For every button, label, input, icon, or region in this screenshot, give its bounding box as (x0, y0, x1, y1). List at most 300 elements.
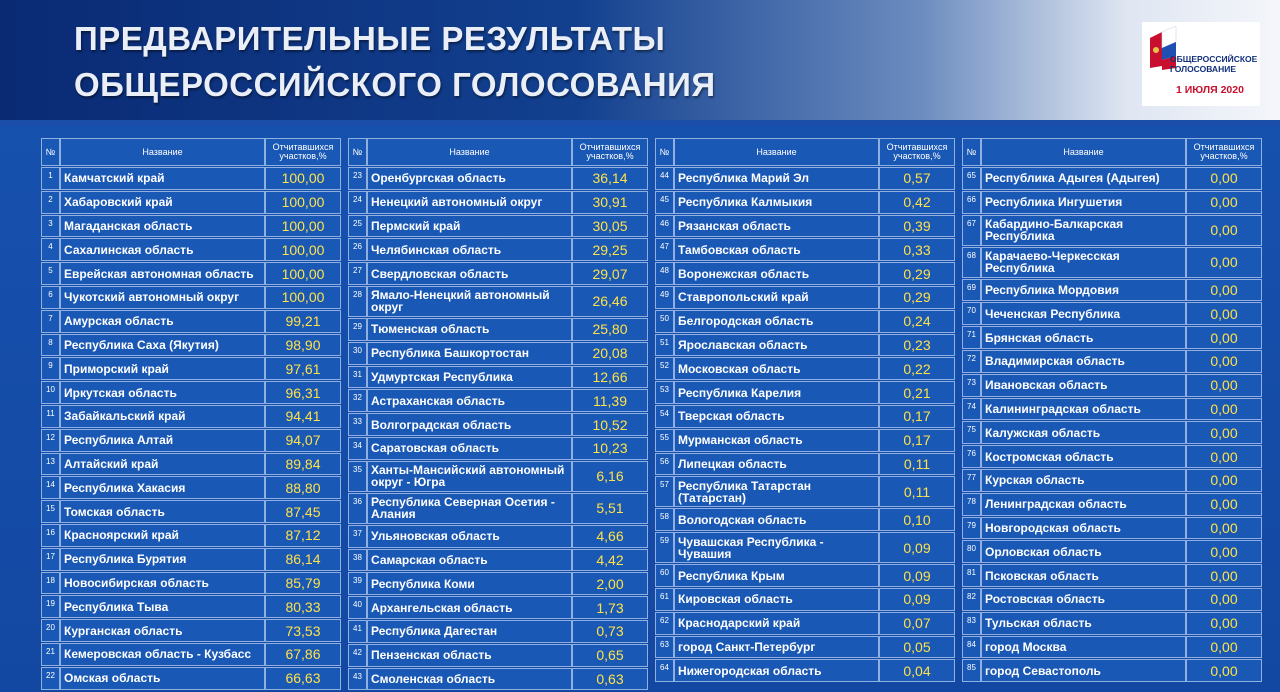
reported-percent: 0,29 (879, 262, 955, 285)
reported-percent: 0,00 (1186, 636, 1262, 659)
row-number: 44 (655, 167, 674, 190)
title-line-2: ОБЩЕРОССИЙСКОГО ГОЛОСОВАНИЯ (74, 66, 716, 103)
region-name: Новгородская область (981, 517, 1186, 540)
table-row (41, 619, 345, 642)
region-name: Смоленская область (367, 668, 572, 691)
table-row (655, 532, 959, 563)
reported-percent: 0,63 (572, 668, 648, 691)
header-pct-cell: Отчитавшихся участков,% (1186, 138, 1262, 166)
region-name: Сахалинская область (60, 238, 265, 261)
reported-percent: 0,00 (1186, 302, 1262, 325)
row-number: 71 (962, 326, 981, 349)
reported-percent: 100,00 (265, 262, 341, 285)
region-name: Республика Северная Осетия - Алания (367, 493, 572, 524)
region-name: Ямало-Ненецкий автономный округ (367, 286, 572, 317)
table-row (348, 668, 652, 691)
table-row (348, 318, 652, 341)
logo-date: 1 ИЮЛЯ 2020 (1176, 84, 1244, 96)
region-name: Магаданская область (60, 215, 265, 238)
table-row (962, 469, 1266, 492)
region-name: Оренбургская область (367, 167, 572, 190)
reported-percent: 0,00 (1186, 191, 1262, 214)
table-row (41, 667, 345, 690)
region-name: Республика Коми (367, 572, 572, 595)
row-number: 27 (348, 262, 367, 285)
region-name: Ярославская область (674, 334, 879, 357)
reported-percent: 0,10 (879, 508, 955, 531)
reported-percent: 100,00 (265, 215, 341, 238)
region-name: Воронежская область (674, 262, 879, 285)
table-row (41, 500, 345, 523)
row-number: 12 (41, 429, 60, 452)
table-row (41, 548, 345, 571)
logo-text-line-2: ГОЛОСОВАНИЕ (1170, 64, 1236, 74)
region-name: Ненецкий автономный округ (367, 191, 572, 214)
table-header (41, 138, 345, 166)
table-row (962, 302, 1266, 325)
table-row (655, 564, 959, 587)
reported-percent: 0,65 (572, 644, 648, 667)
reported-percent: 12,66 (572, 366, 648, 389)
row-number: 70 (962, 302, 981, 325)
table-row (655, 659, 959, 682)
table-row (41, 524, 345, 547)
row-number: 74 (962, 398, 981, 421)
row-number: 2 (41, 191, 60, 214)
table-row (348, 572, 652, 595)
table-row (348, 215, 652, 238)
header-name-cell: Название (674, 138, 879, 166)
region-name: Кировская область (674, 588, 879, 611)
row-number: 51 (655, 334, 674, 357)
reported-percent: 25,80 (572, 318, 648, 341)
table-row (962, 191, 1266, 214)
row-number: 47 (655, 238, 674, 261)
row-number: 13 (41, 453, 60, 476)
table-row (962, 445, 1266, 468)
row-number: 62 (655, 612, 674, 635)
region-name: Саратовская область (367, 437, 572, 460)
reported-percent: 100,00 (265, 238, 341, 261)
reported-percent: 4,66 (572, 525, 648, 548)
reported-percent: 0,00 (1186, 398, 1262, 421)
reported-percent: 0,00 (1186, 279, 1262, 302)
reported-percent: 10,23 (572, 437, 648, 460)
reported-percent: 0,00 (1186, 247, 1262, 278)
results-table-2 (348, 138, 652, 692)
table-row (348, 493, 652, 524)
row-number: 56 (655, 453, 674, 476)
row-number: 80 (962, 540, 981, 563)
row-number: 29 (348, 318, 367, 341)
row-number: 81 (962, 564, 981, 587)
region-name: Хабаровский край (60, 191, 265, 214)
region-name: Республика Тыва (60, 595, 265, 618)
region-name: Амурская область (60, 310, 265, 333)
reported-percent: 0,17 (879, 405, 955, 428)
row-number: 76 (962, 445, 981, 468)
region-name: Ленинградская область (981, 493, 1186, 516)
table-row (348, 413, 652, 436)
table-row (962, 636, 1266, 659)
reported-percent: 0,21 (879, 381, 955, 404)
row-number: 66 (962, 191, 981, 214)
reported-percent: 0,00 (1186, 493, 1262, 516)
table-row (41, 286, 345, 309)
reported-percent: 0,42 (879, 191, 955, 214)
reported-percent: 66,63 (265, 667, 341, 690)
region-name: Пензенская область (367, 644, 572, 667)
table-row (348, 620, 652, 643)
row-number: 69 (962, 279, 981, 302)
region-name: Республика Дагестан (367, 620, 572, 643)
row-number: 64 (655, 659, 674, 682)
row-number: 7 (41, 310, 60, 333)
row-number: 15 (41, 500, 60, 523)
reported-percent: 97,61 (265, 357, 341, 380)
header-name-cell: Название (367, 138, 572, 166)
header-pct-cell: Отчитавшихся участков,% (879, 138, 955, 166)
row-number: 10 (41, 381, 60, 404)
table-row (348, 238, 652, 261)
region-name: Камчатский край (60, 167, 265, 190)
row-number: 58 (655, 508, 674, 531)
table-row (348, 167, 652, 190)
reported-percent: 36,14 (572, 167, 648, 190)
row-number: 33 (348, 413, 367, 436)
table-row (41, 310, 345, 333)
table-row (962, 517, 1266, 540)
table-row (655, 588, 959, 611)
reported-percent: 0,00 (1186, 612, 1262, 635)
row-number: 73 (962, 374, 981, 397)
logo-text-line-1: ОБЩЕРОССИЙСКОЕ (1170, 54, 1258, 64)
region-name: Томская область (60, 500, 265, 523)
region-name: Республика Татарстан (Татарстан) (674, 476, 879, 507)
table-row (962, 588, 1266, 611)
table-row (348, 461, 652, 492)
table-row (41, 334, 345, 357)
table-header (348, 138, 652, 166)
header-num-cell: № (348, 138, 367, 166)
reported-percent: 26,46 (572, 286, 648, 317)
row-number: 35 (348, 461, 367, 492)
page-title (74, 16, 716, 108)
row-number: 83 (962, 612, 981, 635)
region-name: Свердловская область (367, 262, 572, 285)
reported-percent: 87,12 (265, 524, 341, 547)
region-name: Самарская область (367, 549, 572, 572)
table-row (655, 636, 959, 659)
reported-percent: 98,90 (265, 334, 341, 357)
region-name: Нижегородская область (674, 659, 879, 682)
region-name: Белгородская область (674, 310, 879, 333)
region-name: Республика Карелия (674, 381, 879, 404)
reported-percent: 0,11 (879, 453, 955, 476)
reported-percent: 88,80 (265, 476, 341, 499)
reported-percent: 96,31 (265, 381, 341, 404)
row-number: 4 (41, 238, 60, 261)
region-name: Волгоградская область (367, 413, 572, 436)
table-row (655, 405, 959, 428)
row-number: 52 (655, 357, 674, 380)
table-row (655, 508, 959, 531)
region-name: Тамбовская область (674, 238, 879, 261)
row-number: 9 (41, 357, 60, 380)
reported-percent: 100,00 (265, 167, 341, 190)
row-number: 17 (41, 548, 60, 571)
reported-percent: 29,25 (572, 238, 648, 261)
reported-percent: 0,00 (1186, 421, 1262, 444)
reported-percent: 11,39 (572, 389, 648, 412)
table-row (348, 596, 652, 619)
reported-percent: 0,00 (1186, 540, 1262, 563)
row-number: 31 (348, 366, 367, 389)
region-name: Республика Марий Эл (674, 167, 879, 190)
row-number: 40 (348, 596, 367, 619)
table-row (348, 366, 652, 389)
table-row (348, 644, 652, 667)
reported-percent: 67,86 (265, 643, 341, 666)
row-number: 65 (962, 167, 981, 190)
header-num-cell: № (41, 138, 60, 166)
region-name: Кемеровская область - Кузбасс (60, 643, 265, 666)
reported-percent: 0,57 (879, 167, 955, 190)
reported-percent: 0,00 (1186, 517, 1262, 540)
region-name: Ростовская область (981, 588, 1186, 611)
reported-percent: 85,79 (265, 572, 341, 595)
row-number: 48 (655, 262, 674, 285)
reported-percent: 30,91 (572, 191, 648, 214)
table-row (348, 262, 652, 285)
table-row (41, 453, 345, 476)
row-number: 34 (348, 437, 367, 460)
row-number: 50 (655, 310, 674, 333)
table-row (348, 549, 652, 572)
table-row (41, 405, 345, 428)
row-number: 38 (348, 549, 367, 572)
table-row (655, 357, 959, 380)
table-row (41, 357, 345, 380)
row-number: 21 (41, 643, 60, 666)
row-number: 85 (962, 659, 981, 682)
title-line-1: ПРЕДВАРИТЕЛЬНЫЕ РЕЗУЛЬТАТЫ (74, 20, 666, 57)
row-number: 75 (962, 421, 981, 444)
table-row (41, 429, 345, 452)
region-name: Курская область (981, 469, 1186, 492)
row-number: 49 (655, 286, 674, 309)
row-number: 61 (655, 588, 674, 611)
header-name-cell: Название (981, 138, 1186, 166)
region-name: Республика Адыгея (Адыгея) (981, 167, 1186, 190)
header-pct-cell: Отчитавшихся участков,% (265, 138, 341, 166)
reported-percent: 0,00 (1186, 564, 1262, 587)
region-name: Забайкальский край (60, 405, 265, 428)
row-number: 54 (655, 405, 674, 428)
table-row (41, 643, 345, 666)
region-name: Псковская область (981, 564, 1186, 587)
reported-percent: 30,05 (572, 215, 648, 238)
row-number: 39 (348, 572, 367, 595)
table-row (348, 437, 652, 460)
table-row (41, 191, 345, 214)
region-name: Чувашская Республика - Чувашия (674, 532, 879, 563)
reported-percent: 20,08 (572, 342, 648, 365)
table-row (655, 429, 959, 452)
region-name: Карачаево-Черкесская Республика (981, 247, 1186, 278)
table-row (962, 493, 1266, 516)
row-number: 18 (41, 572, 60, 595)
region-name: Республика Ингушетия (981, 191, 1186, 214)
region-name: город Севастополь (981, 659, 1186, 682)
reported-percent: 94,07 (265, 429, 341, 452)
table-row (348, 191, 652, 214)
row-number: 57 (655, 476, 674, 507)
row-number: 32 (348, 389, 367, 412)
reported-percent: 0,00 (1186, 167, 1262, 190)
region-name: Республика Алтай (60, 429, 265, 452)
results-table-4 (962, 138, 1266, 692)
reported-percent: 0,04 (879, 659, 955, 682)
region-name: Рязанская область (674, 215, 879, 238)
table-row (962, 350, 1266, 373)
row-number: 82 (962, 588, 981, 611)
reported-percent: 0,24 (879, 310, 955, 333)
region-name: Приморский край (60, 357, 265, 380)
reported-percent: 0,00 (1186, 659, 1262, 682)
region-name: Красноярский край (60, 524, 265, 547)
row-number: 78 (962, 493, 981, 516)
row-number: 41 (348, 620, 367, 643)
table-row (962, 612, 1266, 635)
region-name: Курганская область (60, 619, 265, 642)
table-row (41, 238, 345, 261)
region-name: Калужская область (981, 421, 1186, 444)
table-row (348, 286, 652, 317)
region-name: Алтайский край (60, 453, 265, 476)
reported-percent: 0,00 (1186, 445, 1262, 468)
region-name: Калининградская область (981, 398, 1186, 421)
table-row (962, 374, 1266, 397)
row-number: 59 (655, 532, 674, 563)
region-name: Республика Башкортостан (367, 342, 572, 365)
table-row (348, 342, 652, 365)
region-name: Вологодская область (674, 508, 879, 531)
logo-text (1170, 54, 1260, 74)
region-name: Республика Саха (Якутия) (60, 334, 265, 357)
row-number: 45 (655, 191, 674, 214)
row-number: 84 (962, 636, 981, 659)
table-row (655, 310, 959, 333)
header-banner (0, 0, 1280, 120)
reported-percent: 94,41 (265, 405, 341, 428)
table-row (41, 167, 345, 190)
reported-percent: 73,53 (265, 619, 341, 642)
table-row (655, 453, 959, 476)
region-name: Ханты-Мансийский автономный округ - Югра (367, 461, 572, 492)
row-number: 46 (655, 215, 674, 238)
region-name: Костромская область (981, 445, 1186, 468)
table-row (655, 286, 959, 309)
reported-percent: 0,09 (879, 588, 955, 611)
region-name: Краснодарский край (674, 612, 879, 635)
reported-percent: 0,00 (1186, 588, 1262, 611)
reported-percent: 0,09 (879, 532, 955, 563)
table-row (962, 167, 1266, 190)
reported-percent: 5,51 (572, 493, 648, 524)
reported-percent: 0,22 (879, 357, 955, 380)
row-number: 77 (962, 469, 981, 492)
table-row (962, 564, 1266, 587)
region-name: Московская область (674, 357, 879, 380)
region-name: Мурманская область (674, 429, 879, 452)
table-row (655, 476, 959, 507)
row-number: 68 (962, 247, 981, 278)
reported-percent: 29,07 (572, 262, 648, 285)
table-row (962, 398, 1266, 421)
row-number: 3 (41, 215, 60, 238)
region-name: Тюменская область (367, 318, 572, 341)
table-row (41, 572, 345, 595)
region-name: Чеченская Республика (981, 302, 1186, 325)
header-num-cell: № (655, 138, 674, 166)
table-row (655, 167, 959, 190)
table-row (962, 659, 1266, 682)
reported-percent: 4,42 (572, 549, 648, 572)
region-name: Владимирская область (981, 350, 1186, 373)
table-row (655, 381, 959, 404)
row-number: 6 (41, 286, 60, 309)
region-name: Омская область (60, 667, 265, 690)
region-name: Республика Мордовия (981, 279, 1186, 302)
header-pct-cell: Отчитавшихся участков,% (572, 138, 648, 166)
header-name-cell: Название (60, 138, 265, 166)
region-name: Ставропольский край (674, 286, 879, 309)
region-name: Ульяновская область (367, 525, 572, 548)
region-name: Новосибирская область (60, 572, 265, 595)
row-number: 36 (348, 493, 367, 524)
region-name: Республика Хакасия (60, 476, 265, 499)
reported-percent: 99,21 (265, 310, 341, 333)
row-number: 37 (348, 525, 367, 548)
row-number: 63 (655, 636, 674, 659)
table-row (962, 421, 1266, 444)
table-row (655, 334, 959, 357)
table-row (962, 540, 1266, 563)
table-row (41, 381, 345, 404)
table-row (41, 215, 345, 238)
row-number: 30 (348, 342, 367, 365)
table-header (655, 138, 959, 166)
row-number: 60 (655, 564, 674, 587)
region-name: Челябинская область (367, 238, 572, 261)
table-row (655, 215, 959, 238)
region-name: Республика Калмыкия (674, 191, 879, 214)
reported-percent: 0,29 (879, 286, 955, 309)
row-number: 25 (348, 215, 367, 238)
row-number: 53 (655, 381, 674, 404)
reported-percent: 0,00 (1186, 469, 1262, 492)
row-number: 24 (348, 191, 367, 214)
region-name: Республика Крым (674, 564, 879, 587)
table-row (348, 525, 652, 548)
reported-percent: 100,00 (265, 286, 341, 309)
reported-percent: 0,33 (879, 238, 955, 261)
row-number: 72 (962, 350, 981, 373)
table-row (41, 262, 345, 285)
row-number: 43 (348, 668, 367, 691)
region-name: Республика Бурятия (60, 548, 265, 571)
